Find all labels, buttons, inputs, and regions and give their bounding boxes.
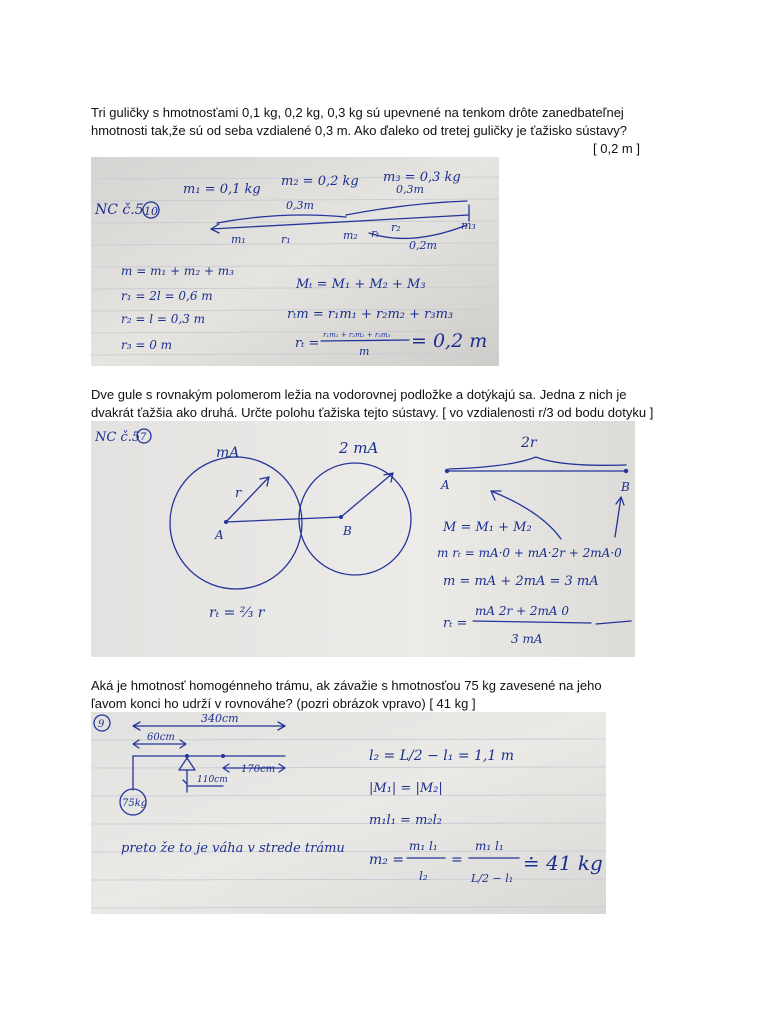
photo2-mA: mA	[216, 445, 240, 461]
problem-1-answer: [ 0,2 m ]	[593, 141, 640, 156]
photo1-frac-num: r₁m₁ + r₂m₂ + r₃m₃	[323, 331, 391, 339]
problem-2-line-1: Dve gule s rovnakým polomerom ležia na vodorovnej podložke a dotýkajú sa. Jedna z nich je	[91, 387, 627, 402]
photo3-len-total: 340cm	[201, 712, 239, 725]
photo3-len-170: 170cm	[241, 764, 276, 775]
photo1-frac-den: m	[359, 345, 370, 358]
problem-2-text	[91, 386, 691, 422]
photo1-left-line-1: m = m₁ + m₂ + m₃	[121, 264, 234, 278]
photo1-right-line-1: Mₜ = M₁ + M₂ + M₃	[296, 277, 426, 292]
photo-problem-3	[91, 712, 606, 914]
photo3-equals: =	[451, 852, 463, 868]
photo2-rt-left: rₜ = ⅔ r	[209, 605, 265, 621]
photo3-eq2: |M₁| = |M₂|	[369, 781, 443, 796]
photo3-eq1: l₂ = L/2 − l₁ = 1,1 m	[369, 748, 514, 764]
photo1-m2: m₂ = 0,2 kg	[281, 174, 359, 189]
photo2-A: A	[215, 528, 224, 542]
photo1-rt: rₜ	[371, 227, 379, 240]
photo2-tag: NC č.5	[95, 430, 141, 445]
problem-1-line-2: hmotnosti tak,že sú od seba vzdialené 0,3 m. Ako ďaleko od tretej guličky je ťažisko sústavy?	[91, 123, 628, 138]
problem-1-text	[91, 104, 651, 140]
photo1-tag: NC č.5	[95, 202, 144, 218]
photo2-B: B	[343, 524, 352, 538]
photo3-eq4-num: m₁ l₁	[409, 839, 438, 853]
photo3-eq4-den: l₂	[419, 869, 428, 883]
photo2-r: r	[235, 486, 242, 501]
photo2-frac-lhs: rₜ =	[443, 616, 468, 631]
photo3-result: ≐ 41 kg	[523, 851, 603, 875]
photo2-eq1: M = M₁ + M₂	[443, 520, 532, 535]
photo1-right-line-2: rₜm = r₁m₁ + r₂m₂ + r₃m₃	[287, 307, 454, 322]
photo3-eq3: m₁l₁ = m₂l₂	[369, 813, 442, 828]
photo1-r1: r₁	[281, 233, 291, 246]
photo1-d1: 0,3m	[286, 199, 314, 212]
photo1-pm2: m₂	[343, 229, 358, 242]
photo2-eq3: m = mA + 2mA = 3 mA	[443, 574, 599, 589]
photo3-eq4-num2: m₁ l₁	[475, 839, 504, 853]
photo3-eq4-den2: L/2 − l₁	[471, 872, 514, 885]
photo2-point-B	[624, 469, 628, 473]
photo1-result: = 0,2 m	[411, 330, 488, 352]
problem-2-line-2: dvakrát ťažšia ako druhá. Určte polohu ťažiska tejto sústavy. [ vo vzdialenosti r/3 od bodu dotyku ]	[91, 405, 654, 420]
photo2-eq2: m rₜ = mA·0 + mA·2r + 2mA·0	[437, 546, 622, 560]
photo2-2mA: 2 mA	[339, 439, 379, 457]
photo1-m3: m₃ = 0,3 kg	[383, 170, 461, 185]
photo3-len-110: 110cm	[197, 775, 228, 785]
photo3-len-60: 60cm	[147, 732, 175, 743]
photo3-note: preto že to je váha v strede trámu	[121, 841, 345, 856]
problem-1-line-1: Tri guličky s hmotnosťami 0,1 kg, 0,2 kg, 0,3 kg sú upevnené na tenkom drôte zanedbateľnej	[91, 105, 624, 120]
beam-center	[221, 754, 225, 758]
photo1-frac-lhs: rₜ =	[295, 336, 320, 351]
photo2-2r: 2r	[521, 435, 537, 451]
photo2-frac-num: mA 2r + 2mA 0	[475, 604, 570, 618]
problem-3-line-1: Aká je hmotnosť homogénneho trámu, ak závažie s hmotnosťou 75 kg zavesené na jeho	[91, 678, 602, 693]
photo1-r2: r₂	[391, 221, 401, 234]
photo1-m1: m₁ = 0,1 kg	[183, 182, 261, 197]
photo1-left-line-3: r₂ = l = 0,3 m	[121, 312, 206, 326]
problem-3-text	[91, 677, 651, 713]
photo3-number: 9	[98, 719, 105, 730]
photo1-number: 10	[144, 205, 158, 218]
photo2-A2: A	[441, 478, 450, 492]
photo2-frac-den: 3 mA	[511, 632, 543, 646]
photo-problem-1	[91, 157, 499, 366]
photo2-point-A	[445, 469, 449, 473]
photo1-pm3: m₃	[461, 219, 476, 232]
photo1-d3: 0,2m	[409, 239, 437, 252]
photo1-pm1: m₁	[231, 233, 246, 246]
problem-3-line-2: ľavom konci ho udrží v rovnováhe? (pozri obrázok vpravo) [ 41 kg ]	[91, 696, 476, 711]
photo1-left-line-2: r₁ = 2l = 0,6 m	[121, 289, 213, 303]
photo3-weight: 75kg	[122, 798, 148, 809]
photo2-B2: B	[621, 480, 630, 494]
photo1-left-line-4: r₃ = 0 m	[121, 338, 173, 352]
photo3-eq4-lhs: m₂ =	[369, 852, 405, 868]
photo2-number: 7	[140, 432, 147, 443]
photo1-d2: 0,3m	[396, 183, 424, 196]
photo-problem-2	[91, 421, 635, 657]
